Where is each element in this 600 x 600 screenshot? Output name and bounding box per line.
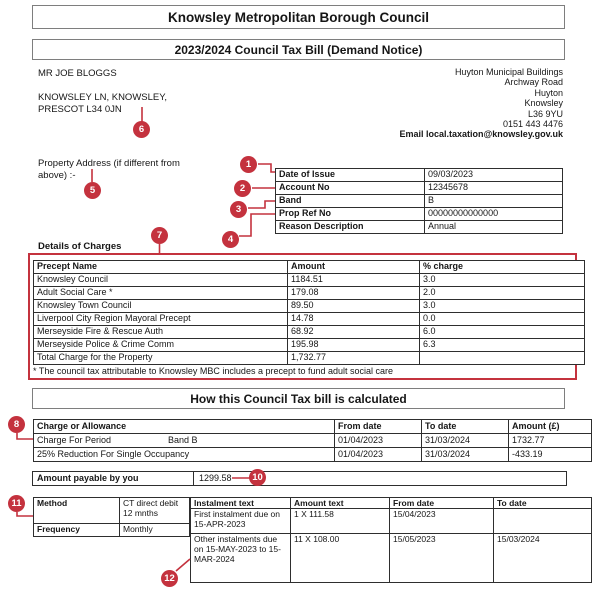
calculation-table <box>33 419 592 462</box>
precept-amount: 68.92 <box>288 326 420 339</box>
instalment-amount: 11 X 108.00 <box>291 534 390 583</box>
calc-charge-label: Charge For Period <box>37 435 112 445</box>
calculation-section-title <box>32 388 565 409</box>
table-header-row <box>191 498 592 509</box>
instalment-text: First instalment due on 15-APR-2023 <box>191 509 291 534</box>
instalment-from: 15/04/2023 <box>390 509 494 534</box>
amount-payable-box <box>32 471 567 486</box>
table-row <box>276 208 563 221</box>
callout-badge-8: 8 <box>8 416 25 433</box>
callout-line-11 <box>17 512 33 516</box>
charges-footnote: * The council tax attributable to Knowsley MBC includes a precept to fund adult social care <box>33 366 394 376</box>
table-row <box>34 287 585 300</box>
table-row <box>276 221 563 234</box>
table-row <box>34 352 585 365</box>
calculation-section-title-text: How this Council Tax bill is calculated <box>190 391 407 406</box>
charges-table <box>33 260 585 365</box>
payment-method-table <box>33 497 190 537</box>
recipient-name: MR JOE BLOGGS <box>38 68 117 79</box>
precept-amount: 1184.51 <box>288 274 420 287</box>
charges-header-amount: Amount <box>288 261 420 274</box>
calc-header-to: To date <box>422 420 509 434</box>
callout-badge-2: 2 <box>234 180 251 197</box>
info-value: B <box>425 195 563 208</box>
instalments-table <box>190 497 592 583</box>
council-address-line: Huyton <box>534 87 563 98</box>
table-row <box>276 182 563 195</box>
charges-header-precept: Precept Name <box>34 261 288 274</box>
method-value: CT direct debit 12 mnths <box>120 498 190 524</box>
instalment-header-from: From date <box>390 498 494 509</box>
instalment-header-amount: Amount text <box>291 498 390 509</box>
table-row <box>34 313 585 326</box>
callout-line-12 <box>176 559 190 571</box>
callout-badge-11: 11 <box>8 495 25 512</box>
info-label: Date of Issue <box>276 169 425 182</box>
council-address-block <box>400 67 564 140</box>
table-header-row <box>34 261 585 274</box>
frequency-value: Monthly <box>120 524 190 537</box>
info-label: Account No <box>276 182 425 195</box>
info-label: Reason Description <box>276 221 425 234</box>
amount-payable-label: Amount payable by you <box>37 473 139 483</box>
frequency-label: Frequency <box>34 524 120 537</box>
table-row <box>34 339 585 352</box>
calc-from-date: 01/04/2023 <box>335 448 422 462</box>
instalment-to: 15/03/2024 <box>494 534 592 583</box>
council-phone: 0151 443 4476 <box>502 119 563 130</box>
instalment-amount: 1 X 111.58 <box>291 509 390 534</box>
callout-line-3 <box>248 201 275 208</box>
table-row <box>191 534 592 583</box>
calc-charge-cell <box>34 434 335 448</box>
recipient-address-line1: KNOWSLEY LN, KNOWSLEY, <box>38 92 167 103</box>
callout-badge-1: 1 <box>240 156 257 173</box>
recipient-address-line2: PRESCOT L34 0JN <box>38 104 122 115</box>
precept-amount: 195.98 <box>288 339 420 352</box>
callout-badge-12: 12 <box>161 570 178 587</box>
council-address-line: Huyton Municipal Buildings <box>454 67 563 77</box>
table-row <box>276 169 563 182</box>
info-label: Prop Ref No <box>276 208 425 221</box>
calc-header-charge: Charge or Allowance <box>34 420 335 434</box>
calc-charge-cell: 25% Reduction For Single Occupancy <box>34 448 335 462</box>
callout-line-4 <box>239 214 275 236</box>
precept-name: Merseyside Police & Crime Comm <box>34 339 288 352</box>
info-value: Annual <box>425 221 563 234</box>
table-row <box>34 524 190 537</box>
callout-badge-3: 3 <box>230 201 247 218</box>
precept-pct: 6.3 <box>420 339 585 352</box>
precept-amount: 1,732.77 <box>288 352 420 365</box>
council-address-line: Knowsley <box>524 98 563 109</box>
table-row <box>191 509 592 534</box>
precept-name: Liverpool City Region Mayoral Precept <box>34 313 288 326</box>
callout-badge-10: 10 <box>249 469 266 486</box>
council-email: Email local.taxation@knowsley.gov.uk <box>399 129 563 140</box>
charges-section-label: Details of Charges <box>38 241 122 252</box>
calc-to-date: 31/03/2024 <box>422 434 509 448</box>
property-address-label: Property Address (if different from above) :- <box>38 158 180 181</box>
table-header-row <box>34 420 592 434</box>
table-row <box>34 434 592 448</box>
charges-header-pct: % charge <box>420 261 585 274</box>
callout-badge-5: 5 <box>84 182 101 199</box>
instalment-to <box>494 509 592 534</box>
info-value: 00000000000000 <box>425 208 563 221</box>
cell-divider <box>193 472 194 485</box>
table-row <box>34 274 585 287</box>
council-address-line: L36 9YU <box>527 108 563 119</box>
precept-pct: 3.0 <box>420 274 585 287</box>
callout-line-8 <box>17 433 33 439</box>
precept-amount: 89.50 <box>288 300 420 313</box>
table-row <box>34 300 585 313</box>
precept-pct <box>420 352 585 365</box>
precept-pct: 6.0 <box>420 326 585 339</box>
callout-badge-7: 7 <box>151 227 168 244</box>
method-label: Method <box>34 498 120 524</box>
callout-badge-6: 6 <box>133 121 150 138</box>
info-value: 09/03/2023 <box>425 169 563 182</box>
calc-band-label: Band B <box>168 435 198 445</box>
precept-pct: 3.0 <box>420 300 585 313</box>
precept-amount: 14.78 <box>288 313 420 326</box>
calc-amount: 1732.77 <box>509 434 592 448</box>
precept-name: Knowsley Town Council <box>34 300 288 313</box>
document-title-text: Knowsley Metropolitan Borough Council <box>168 9 429 25</box>
instalment-from: 15/05/2023 <box>390 534 494 583</box>
callout-line-1 <box>258 164 275 172</box>
info-label: Band <box>276 195 425 208</box>
calc-header-amount: Amount (£) <box>509 420 592 434</box>
precept-name: Adult Social Care * <box>34 287 288 300</box>
calc-from-date: 01/04/2023 <box>335 434 422 448</box>
table-row <box>34 448 592 462</box>
precept-pct: 2.0 <box>420 287 585 300</box>
precept-name: Merseyside Fire & Rescue Auth <box>34 326 288 339</box>
amount-payable-value: 1299.58 <box>199 473 232 483</box>
info-value: 12345678 <box>425 182 563 195</box>
table-row <box>276 195 563 208</box>
council-address-line: Archway Road <box>504 77 563 88</box>
table-row <box>34 498 190 524</box>
precept-name: Knowsley Council <box>34 274 288 287</box>
calc-header-from: From date <box>335 420 422 434</box>
calc-amount: -433.19 <box>509 448 592 462</box>
calc-to-date: 31/03/2024 <box>422 448 509 462</box>
precept-pct: 0.0 <box>420 313 585 326</box>
precept-amount: 179.08 <box>288 287 420 300</box>
instalment-header-to: To date <box>494 498 592 509</box>
account-info-table <box>275 168 563 234</box>
callout-badge-4: 4 <box>222 231 239 248</box>
precept-name: Total Charge for the Property <box>34 352 288 365</box>
document-title <box>32 5 565 29</box>
document-subtitle <box>32 39 565 60</box>
instalment-header-text: Instalment text <box>191 498 291 509</box>
table-row <box>34 326 585 339</box>
document-subtitle-text: 2023/2024 Council Tax Bill (Demand Notice) <box>174 42 423 57</box>
instalment-text: Other instalments due on 15-MAY-2023 to 15-MAR-2024 <box>191 534 291 583</box>
